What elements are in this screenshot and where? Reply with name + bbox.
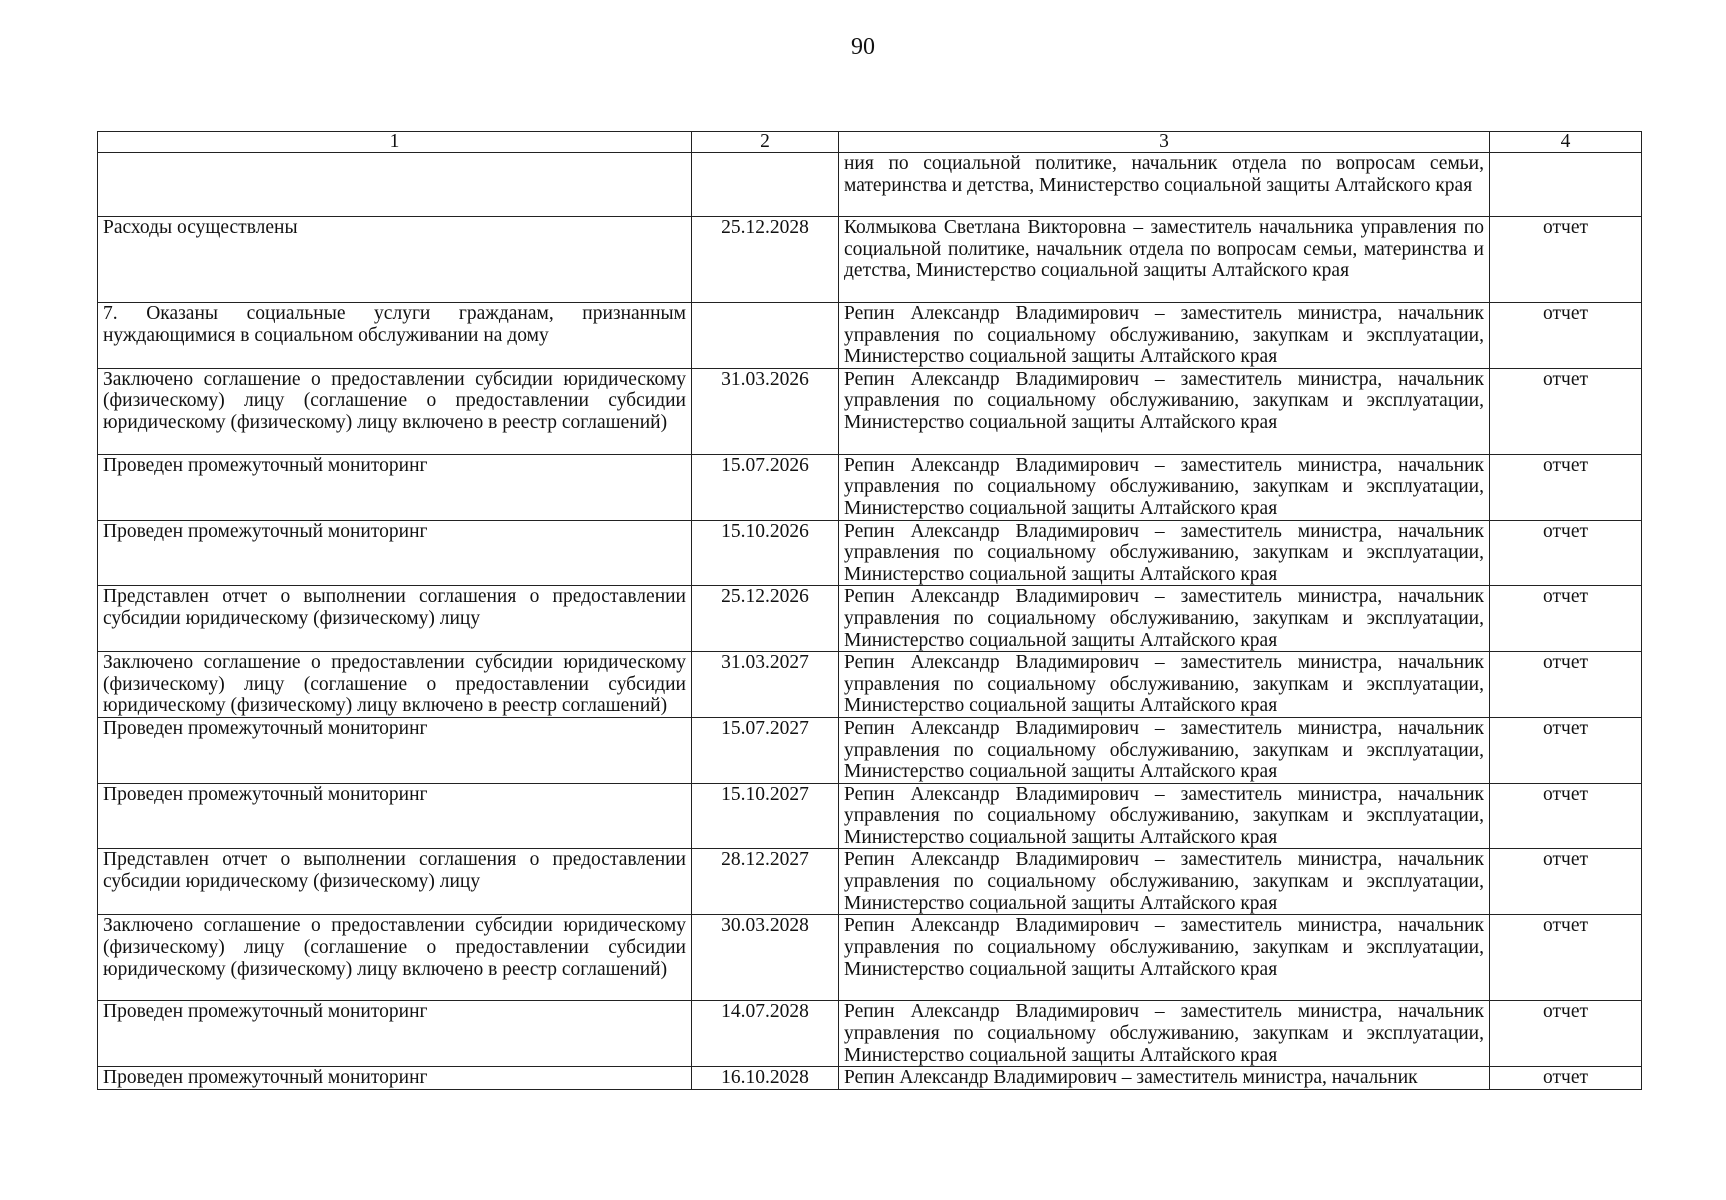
date-cell: 31.03.2027 [692,652,839,718]
event-cell: Проведен промежуточный мониторинг [98,520,692,586]
responsible-cell: Колмыкова Светлана Викторовна – заместитель начальника управления по социальной политике, начальник отдела по вопросам семьи, материнства и детства, Министерство социальной защиты Алтайского края [839,217,1490,303]
event-cell: Заключено соглашение о предоставлении субсидии юридическому (физическому) лицу (соглашение о предоставлении субсидии юридическому (физическому) лицу включено в реестр соглашений) [98,652,692,718]
responsible-cell: Репин Александр Владимирович – заместитель министра, начальник [839,1067,1490,1090]
table-row [98,1001,1642,1067]
event-cell: Заключено соглашение о предоставлении субсидии юридическому (физическому) лицу (соглашение о предоставлении субсидии юридическому (физическому) лицу включено в реестр соглашений) [98,368,692,454]
event-cell: Проведен промежуточный мониторинг [98,1001,692,1067]
document-cell: отчет [1490,1067,1642,1090]
document-cell: отчет [1490,454,1642,520]
responsible-cell: Репин Александр Владимирович – заместитель министра, начальник управления по социальному обслуживанию, закупкам и эксплуатации, Министерство социальной защиты Алтайского края [839,717,1490,783]
date-cell: 25.12.2028 [692,217,839,303]
table-row [98,303,1642,369]
document-cell: отчет [1490,303,1642,369]
document-cell: отчет [1490,368,1642,454]
table-row [98,368,1642,454]
header-row [98,132,1642,153]
document-cell [1490,153,1642,217]
document-cell: отчет [1490,849,1642,915]
table-row [98,153,1642,217]
event-cell: Проведен промежуточный мониторинг [98,717,692,783]
column-header-1: 1 [98,132,692,153]
date-cell: 15.10.2027 [692,783,839,849]
responsible-cell: Репин Александр Владимирович – заместитель министра, начальник управления по социальному обслуживанию, закупкам и эксплуатации, Министерство социальной защиты Алтайского края [839,303,1490,369]
event-cell: Проведен промежуточный мониторинг [98,454,692,520]
event-cell [98,153,692,217]
event-cell: Представлен отчет о выполнении соглашения о предоставлении субсидии юридическому (физическому) лицу [98,849,692,915]
event-cell: Проведен промежуточный мониторинг [98,1067,692,1090]
table-row [98,783,1642,849]
table-header [98,132,1642,153]
table-row [98,520,1642,586]
date-cell: 15.07.2027 [692,717,839,783]
responsible-cell: Репин Александр Владимирович – заместитель министра, начальник управления по социальному обслуживанию, закупкам и эксплуатации, Министерство социальной защиты Алтайского края [839,520,1490,586]
table-row [98,915,1642,1001]
date-cell: 15.10.2026 [692,520,839,586]
responsible-cell: ния по социальной политике, начальник отдела по вопросам семьи, материнства и детства, Министерство социальной защиты Алтайского края [839,153,1490,217]
date-cell: 30.03.2028 [692,915,839,1001]
document-cell: отчет [1490,217,1642,303]
column-header-4: 4 [1490,132,1642,153]
responsible-cell: Репин Александр Владимирович – заместитель министра, начальник управления по социальному обслуживанию, закупкам и эксплуатации, Министерство социальной защиты Алтайского края [839,783,1490,849]
date-cell [692,303,839,369]
event-cell: Расходы осуществлены [98,217,692,303]
responsible-cell: Репин Александр Владимирович – заместитель министра, начальник управления по социальному обслуживанию, закупкам и эксплуатации, Министерство социальной защиты Алтайского края [839,454,1490,520]
responsible-cell: Репин Александр Владимирович – заместитель министра, начальник управления по социальному обслуживанию, закупкам и эксплуатации, Министерство социальной защиты Алтайского края [839,915,1490,1001]
responsible-cell: Репин Александр Владимирович – заместитель министра, начальник управления по социальному обслуживанию, закупкам и эксплуатации, Министерство социальной защиты Алтайского края [839,849,1490,915]
document-cell: отчет [1490,1001,1642,1067]
table-row [98,586,1642,652]
event-cell: Заключено соглашение о предоставлении субсидии юридическому (физическому) лицу (соглашение о предоставлении субсидии юридическому (физическому) лицу включено в реестр соглашений) [98,915,692,1001]
table-row [98,652,1642,718]
schedule-table [97,131,1642,1090]
column-header-3: 3 [839,132,1490,153]
date-cell: 14.07.2028 [692,1001,839,1067]
date-cell: 25.12.2026 [692,586,839,652]
document-cell: отчет [1490,520,1642,586]
date-cell: 16.10.2028 [692,1067,839,1090]
document-cell: отчет [1490,586,1642,652]
date-cell: 28.12.2027 [692,849,839,915]
table-row [98,849,1642,915]
date-cell: 31.03.2026 [692,368,839,454]
table-row [98,454,1642,520]
document-cell: отчет [1490,783,1642,849]
event-cell: Представлен отчет о выполнении соглашения о предоставлении субсидии юридическому (физическому) лицу [98,586,692,652]
responsible-cell: Репин Александр Владимирович – заместитель министра, начальник управления по социальному обслуживанию, закупкам и эксплуатации, Министерство социальной защиты Алтайского края [839,1001,1490,1067]
event-cell: Проведен промежуточный мониторинг [98,783,692,849]
document-cell: отчет [1490,652,1642,718]
date-cell: 15.07.2026 [692,454,839,520]
responsible-cell: Репин Александр Владимирович – заместитель министра, начальник управления по социальному обслуживанию, закупкам и эксплуатации, Министерство социальной защиты Алтайского края [839,368,1490,454]
table-row [98,717,1642,783]
table-body [98,153,1642,1090]
document-cell: отчет [1490,717,1642,783]
responsible-cell: Репин Александр Владимирович – заместитель министра, начальник управления по социальному обслуживанию, закупкам и эксплуатации, Министерство социальной защиты Алтайского края [839,652,1490,718]
date-cell [692,153,839,217]
page-number: 90 [851,34,875,60]
event-cell: 7. Оказаны социальные услуги гражданам, признанным нуждающимися в социальном обслуживании на дому [98,303,692,369]
document-cell: отчет [1490,915,1642,1001]
table-row [98,1067,1642,1090]
responsible-cell: Репин Александр Владимирович – заместитель министра, начальник управления по социальному обслуживанию, закупкам и эксплуатации, Министерство социальной защиты Алтайского края [839,586,1490,652]
column-header-2: 2 [692,132,839,153]
table-row [98,217,1642,303]
